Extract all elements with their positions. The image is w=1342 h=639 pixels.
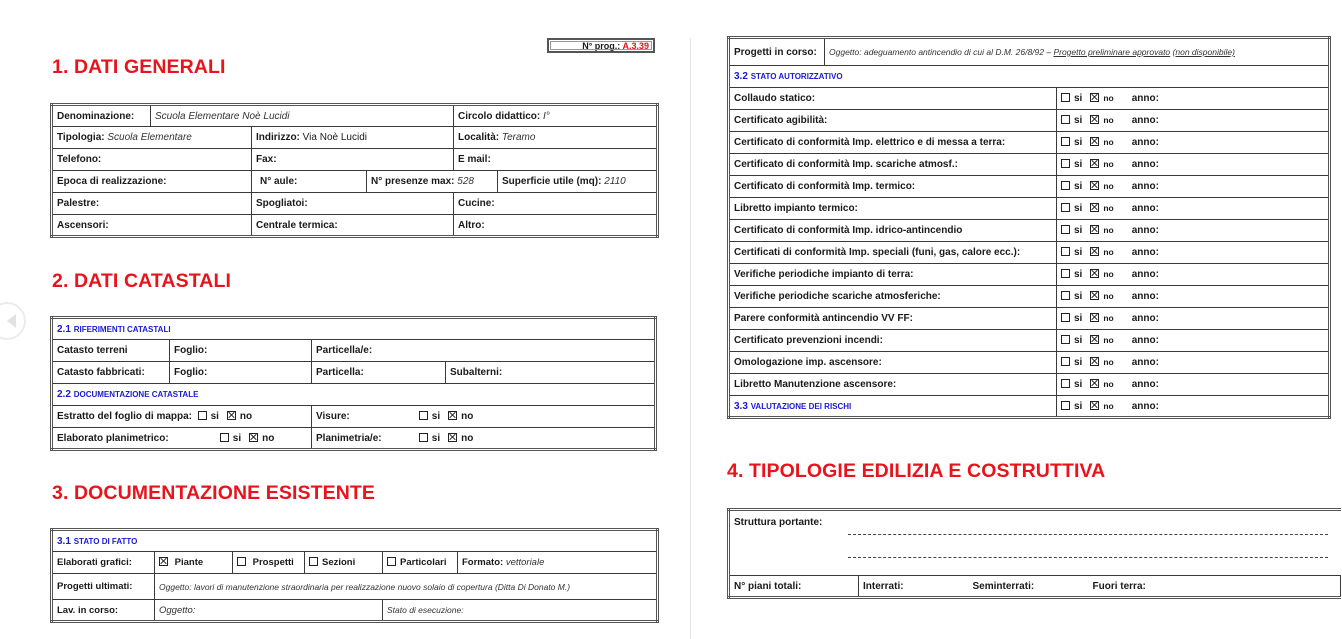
estratto-label: Estratto del foglio di mappa:: [57, 411, 193, 422]
localita-value: Teramo: [501, 132, 536, 143]
si-checkbox[interactable]: [1061, 291, 1070, 300]
no-checkbox[interactable]: [1090, 291, 1099, 300]
terreni-label: Catasto terreni: [52, 340, 170, 362]
superficie-label: Superficie utile (mq):: [502, 176, 602, 187]
presenze-label: N° presenze max:: [371, 176, 455, 187]
item-label: Certificato prevenzioni incendi:: [729, 330, 1057, 352]
no-checkbox[interactable]: [1090, 137, 1099, 146]
planimetria-si-checkbox[interactable]: [419, 433, 428, 442]
anno-label: anno:: [1131, 400, 1159, 412]
item-label: Collaudo statico:: [729, 88, 1057, 110]
centrale-label: Centrale termica:: [252, 215, 454, 237]
no-checkbox[interactable]: [1090, 203, 1099, 212]
formato-value: vettoriale: [505, 557, 545, 568]
no-label: no: [1103, 335, 1114, 345]
particella-label: Particella:: [312, 362, 446, 384]
fax-label: Fax:: [252, 149, 454, 171]
sezioni-label: Sezioni: [322, 557, 356, 568]
tipologie-table: [727, 508, 1341, 599]
elaborato-no-checkbox[interactable]: [249, 433, 258, 442]
anno-label: anno:: [1131, 313, 1159, 324]
valutazione-rischi-row: [729, 396, 1330, 418]
si-checkbox[interactable]: [1061, 357, 1070, 366]
si-checkbox[interactable]: [1061, 247, 1070, 256]
si-label: si: [1074, 225, 1083, 236]
no-checkbox[interactable]: [1090, 115, 1099, 124]
in-corso-label: Progetti in corso:: [729, 38, 825, 66]
si-label: si: [1074, 400, 1083, 412]
fabbricati-label: Catasto fabbricati:: [52, 362, 170, 384]
no-label: no: [1103, 291, 1114, 301]
no-label: no: [1103, 225, 1114, 235]
particelle-label: Particella/e:: [312, 340, 656, 362]
sub-3-1-title: STATO DI FATTO: [73, 536, 138, 546]
no-checkbox[interactable]: [1090, 269, 1099, 278]
si-checkbox[interactable]: [1061, 379, 1070, 388]
item-label: Certificato agibilità:: [729, 110, 1057, 132]
anno-label: anno:: [1131, 181, 1159, 192]
no-label: no: [1103, 115, 1114, 125]
si-checkbox[interactable]: [1061, 225, 1070, 234]
circolo-value: I°: [543, 110, 550, 122]
denominazione-label: Denominazione:: [52, 105, 151, 127]
subalterni-label: Subalterni:: [446, 362, 656, 384]
si-label: si: [1074, 93, 1083, 104]
autorizzativo-row: [729, 308, 1330, 330]
anno-label: anno:: [1131, 93, 1159, 104]
non-disponibile-link[interactable]: (non disponibile): [1172, 47, 1235, 57]
stato-esecuzione-label: Stato di esecuzione:: [383, 600, 658, 622]
si-label: si: [1074, 269, 1083, 280]
no-label: no: [1103, 247, 1114, 257]
no-label: no: [1103, 269, 1114, 279]
item-label: Certificato di conformità Imp. scariche atmosf.:: [729, 154, 1057, 176]
no-label: no: [1103, 181, 1114, 191]
no-label: no: [461, 432, 474, 444]
piante-checkbox[interactable]: [159, 557, 168, 566]
anno-label: anno:: [1131, 115, 1159, 126]
si-label: si: [1074, 137, 1083, 148]
document-page-right: [692, 0, 1342, 639]
item-label: Verifiche periodiche impianto di terra:: [729, 264, 1057, 286]
si-label: si: [1074, 203, 1083, 214]
prospetti-label: Prospetti: [252, 557, 294, 568]
piani-label: N° piani totali:: [729, 576, 859, 598]
no-label: no: [1103, 379, 1114, 389]
section-3-title: 3. DOCUMENTAZIONE ESISTENTE: [52, 482, 376, 504]
spogliatoi-label: Spogliatoi:: [252, 193, 454, 215]
epoca-label: Epoca di realizzazione:: [52, 171, 252, 193]
si-checkbox[interactable]: [1061, 137, 1070, 146]
tipologia-value: Scuola Elementare: [107, 132, 192, 143]
anno-label: anno:: [1131, 137, 1159, 148]
telefono-label: Telefono:: [52, 149, 252, 171]
no-checkbox[interactable]: [1090, 335, 1099, 344]
elaborato-label: Elaborato planimetrico:: [57, 432, 169, 444]
autorizzativo-row: [729, 176, 1330, 198]
chevron-left-icon: [7, 314, 16, 328]
prev-page-button[interactable]: [0, 302, 26, 340]
anno-label: anno:: [1131, 203, 1159, 214]
elaborato-si-checkbox[interactable]: [220, 433, 229, 442]
si-label: si: [431, 411, 441, 422]
struttura-label: Struttura portante:: [729, 510, 1341, 576]
seminterrati-label: Seminterrati:: [969, 576, 1089, 598]
circolo-label: Circolo didattico:: [458, 110, 541, 122]
in-corso-value: [825, 38, 1330, 66]
sezioni-checkbox[interactable]: [309, 557, 318, 566]
stato-di-fatto-table: [50, 528, 659, 623]
no-checkbox[interactable]: [1090, 93, 1099, 102]
altro-label: Altro:: [454, 215, 658, 237]
si-checkbox[interactable]: [1061, 93, 1070, 102]
superficie-value: 2110: [604, 176, 626, 187]
section-1-title: 1. DATI GENERALI: [52, 56, 226, 78]
anno-label: anno:: [1131, 291, 1159, 302]
fuori-terra-label: Fuori terra:: [1089, 576, 1341, 598]
palestre-label: Palestre:: [52, 193, 252, 215]
si-checkbox[interactable]: [1061, 335, 1070, 344]
autorizzativo-row: [729, 154, 1330, 176]
sub-3-2-title: STATO AUTORIZZATIVO: [750, 72, 843, 81]
no-label: no: [239, 411, 253, 422]
localita-label: Località:: [458, 132, 500, 143]
si-checkbox[interactable]: [1061, 181, 1070, 190]
autorizzativo-row: [729, 132, 1330, 154]
estratto-si-checkbox[interactable]: [198, 411, 207, 420]
aule-label: N° aule:: [252, 171, 367, 193]
no-label: no: [262, 432, 275, 444]
lav-in-corso-label: Lav. in corso:: [52, 600, 155, 622]
autorizzativo-row: [729, 374, 1330, 396]
si-label: si: [431, 432, 441, 444]
anno-label: anno:: [1131, 225, 1159, 236]
visure-no-checkbox[interactable]: [448, 411, 457, 420]
struttura-line-2[interactable]: [848, 557, 1328, 558]
anno-label: anno:: [1131, 357, 1159, 368]
presenze-value: 528: [457, 176, 474, 187]
planimetria-no-checkbox[interactable]: [448, 433, 457, 442]
dati-generali-table: [50, 103, 659, 238]
autorizzativo-row: [729, 198, 1330, 220]
si-checkbox[interactable]: [1061, 203, 1070, 212]
no-label: no: [1103, 400, 1114, 411]
prospetti-checkbox[interactable]: [237, 557, 246, 566]
particolari-checkbox[interactable]: [387, 557, 396, 566]
item-label: Certificato di conformità Imp. termico:: [729, 176, 1057, 198]
si-label: si: [1074, 313, 1083, 324]
item-label: Certificati di conformità Imp. speciali (funi, gas, calore ecc.):: [729, 242, 1057, 264]
no-label: no: [1103, 357, 1114, 367]
si-label: si: [1074, 159, 1083, 170]
no-label: no: [461, 411, 474, 422]
interrati-label: Interrati:: [859, 576, 969, 598]
autorizzativo-row: [729, 330, 1330, 352]
no-label: no: [1103, 93, 1114, 103]
si-label: si: [210, 411, 219, 422]
denominazione-value: Scuola Elementare Noè Lucidi: [151, 105, 454, 127]
item-label: Omologazione imp. ascensore:: [729, 352, 1057, 374]
si-checkbox[interactable]: [1061, 115, 1070, 124]
ascensori-label: Ascensori:: [52, 215, 252, 237]
si-label: si: [1074, 247, 1083, 258]
visure-si-checkbox[interactable]: [419, 411, 428, 420]
planimetria-label: Planimetria/e:: [316, 432, 382, 444]
indirizzo-value: Via Noè Lucidi: [302, 132, 367, 143]
no-checkbox[interactable]: [1090, 181, 1099, 190]
si-label: si: [1074, 115, 1083, 126]
autorizzativo-row: [729, 110, 1330, 132]
foglio-fabbricati-label: Foglio:: [170, 362, 312, 384]
si-label: si: [1074, 357, 1083, 368]
si-checkbox[interactable]: [1061, 401, 1070, 410]
section-4-title: 4. TIPOLOGIE EDILIZIA E COSTRUTTIVA: [727, 460, 1106, 482]
sub-2-1-num: 2.1: [57, 323, 71, 335]
anno-label: anno:: [1131, 247, 1159, 258]
sub-3-2-num: 3.2: [734, 71, 748, 82]
no-label: no: [1103, 137, 1114, 147]
prog-number-box: [547, 38, 655, 53]
visure-label: Visure:: [316, 411, 350, 422]
sub-3-3-title: VALUTAZIONE DEI RISCHI: [750, 401, 852, 411]
page-divider: [690, 38, 691, 639]
elaborati-label: Elaborati grafici:: [52, 552, 155, 574]
cucine-label: Cucine:: [454, 193, 658, 215]
stato-autorizzativo-table: [727, 36, 1331, 419]
si-label: si: [232, 432, 242, 444]
sub-2-2-title: DOCUMENTAZIONE CATASTALE: [73, 390, 199, 399]
si-checkbox[interactable]: [1061, 159, 1070, 168]
sub-3-1-num: 3.1: [57, 535, 71, 547]
no-checkbox[interactable]: [1090, 357, 1099, 366]
formato-label: Formato:: [462, 557, 504, 568]
prog-label: N° prog.:: [582, 41, 621, 51]
section-2-title: 2. DATI CATASTALI: [52, 270, 231, 292]
item-label: Libretto Manutenzione ascensore:: [729, 374, 1057, 396]
autorizzativo-row: [729, 220, 1330, 242]
item-label: Certificato di conformità Imp. idrico-antincendio: [729, 220, 1057, 242]
anno-label: anno:: [1131, 269, 1159, 280]
sub-2-2-num: 2.2: [57, 389, 71, 400]
no-checkbox[interactable]: [1090, 247, 1099, 256]
item-label: Certificato di conformità Imp. elettrico e di messa a terra:: [729, 132, 1057, 154]
no-checkbox[interactable]: [1090, 225, 1099, 234]
si-label: si: [1074, 291, 1083, 302]
sub-3-3-num: 3.3: [734, 400, 748, 412]
email-label: E mail:: [454, 149, 658, 171]
anno-label: anno:: [1131, 379, 1159, 390]
item-label: Verifiche periodiche scariche atmosferiche:: [729, 286, 1057, 308]
ultimati-value: Oggetto: lavori di manutenzione straordinaria per realizzazione nuovo solaio di copertura (Ditta Di Donato M.): [155, 574, 658, 600]
autorizzativo-row: [729, 88, 1330, 110]
no-label: no: [1103, 203, 1114, 213]
item-label: Parere conformità antincendio VV FF:: [729, 308, 1057, 330]
anno-label: anno:: [1131, 159, 1159, 170]
indirizzo-label: Indirizzo:: [256, 132, 300, 143]
in-corso-text: Oggetto: adeguamento antincendio di cui al D.M. 26/8/92 –: [829, 47, 1054, 57]
autorizzativo-row: [729, 242, 1330, 264]
si-label: si: [1074, 379, 1083, 390]
no-checkbox[interactable]: [1090, 401, 1099, 410]
no-checkbox[interactable]: [1090, 379, 1099, 388]
no-label: no: [1103, 313, 1114, 323]
tipologia-label: Tipologia:: [57, 132, 105, 143]
estratto-no-checkbox[interactable]: [227, 411, 236, 420]
piante-label: Piante: [174, 557, 204, 568]
autorizzativo-row: [729, 352, 1330, 374]
progetto-preliminare-link[interactable]: Progetto preliminare approvato: [1053, 47, 1171, 57]
si-label: si: [1074, 335, 1083, 346]
particolari-label: Particolari: [400, 557, 447, 568]
prog-value: A.3.39: [622, 41, 649, 51]
no-label: no: [1103, 159, 1114, 169]
dati-catastali-table: [50, 316, 657, 451]
no-checkbox[interactable]: [1090, 159, 1099, 168]
sub-2-1-title: RIFERIMENTI CATASTALI: [73, 324, 171, 334]
ultimati-label: Progetti ultimati:: [52, 574, 155, 600]
si-checkbox[interactable]: [1061, 269, 1070, 278]
autorizzativo-row: [729, 264, 1330, 286]
struttura-line-1[interactable]: [848, 534, 1328, 535]
si-checkbox[interactable]: [1061, 313, 1070, 322]
lav-in-corso-value: Oggetto:: [155, 600, 383, 622]
item-label: Libretto impianto termico:: [729, 198, 1057, 220]
si-label: si: [1074, 181, 1083, 192]
no-checkbox[interactable]: [1090, 313, 1099, 322]
foglio-terreni-label: Foglio:: [170, 340, 312, 362]
anno-label: anno:: [1131, 335, 1159, 346]
autorizzativo-row: [729, 286, 1330, 308]
